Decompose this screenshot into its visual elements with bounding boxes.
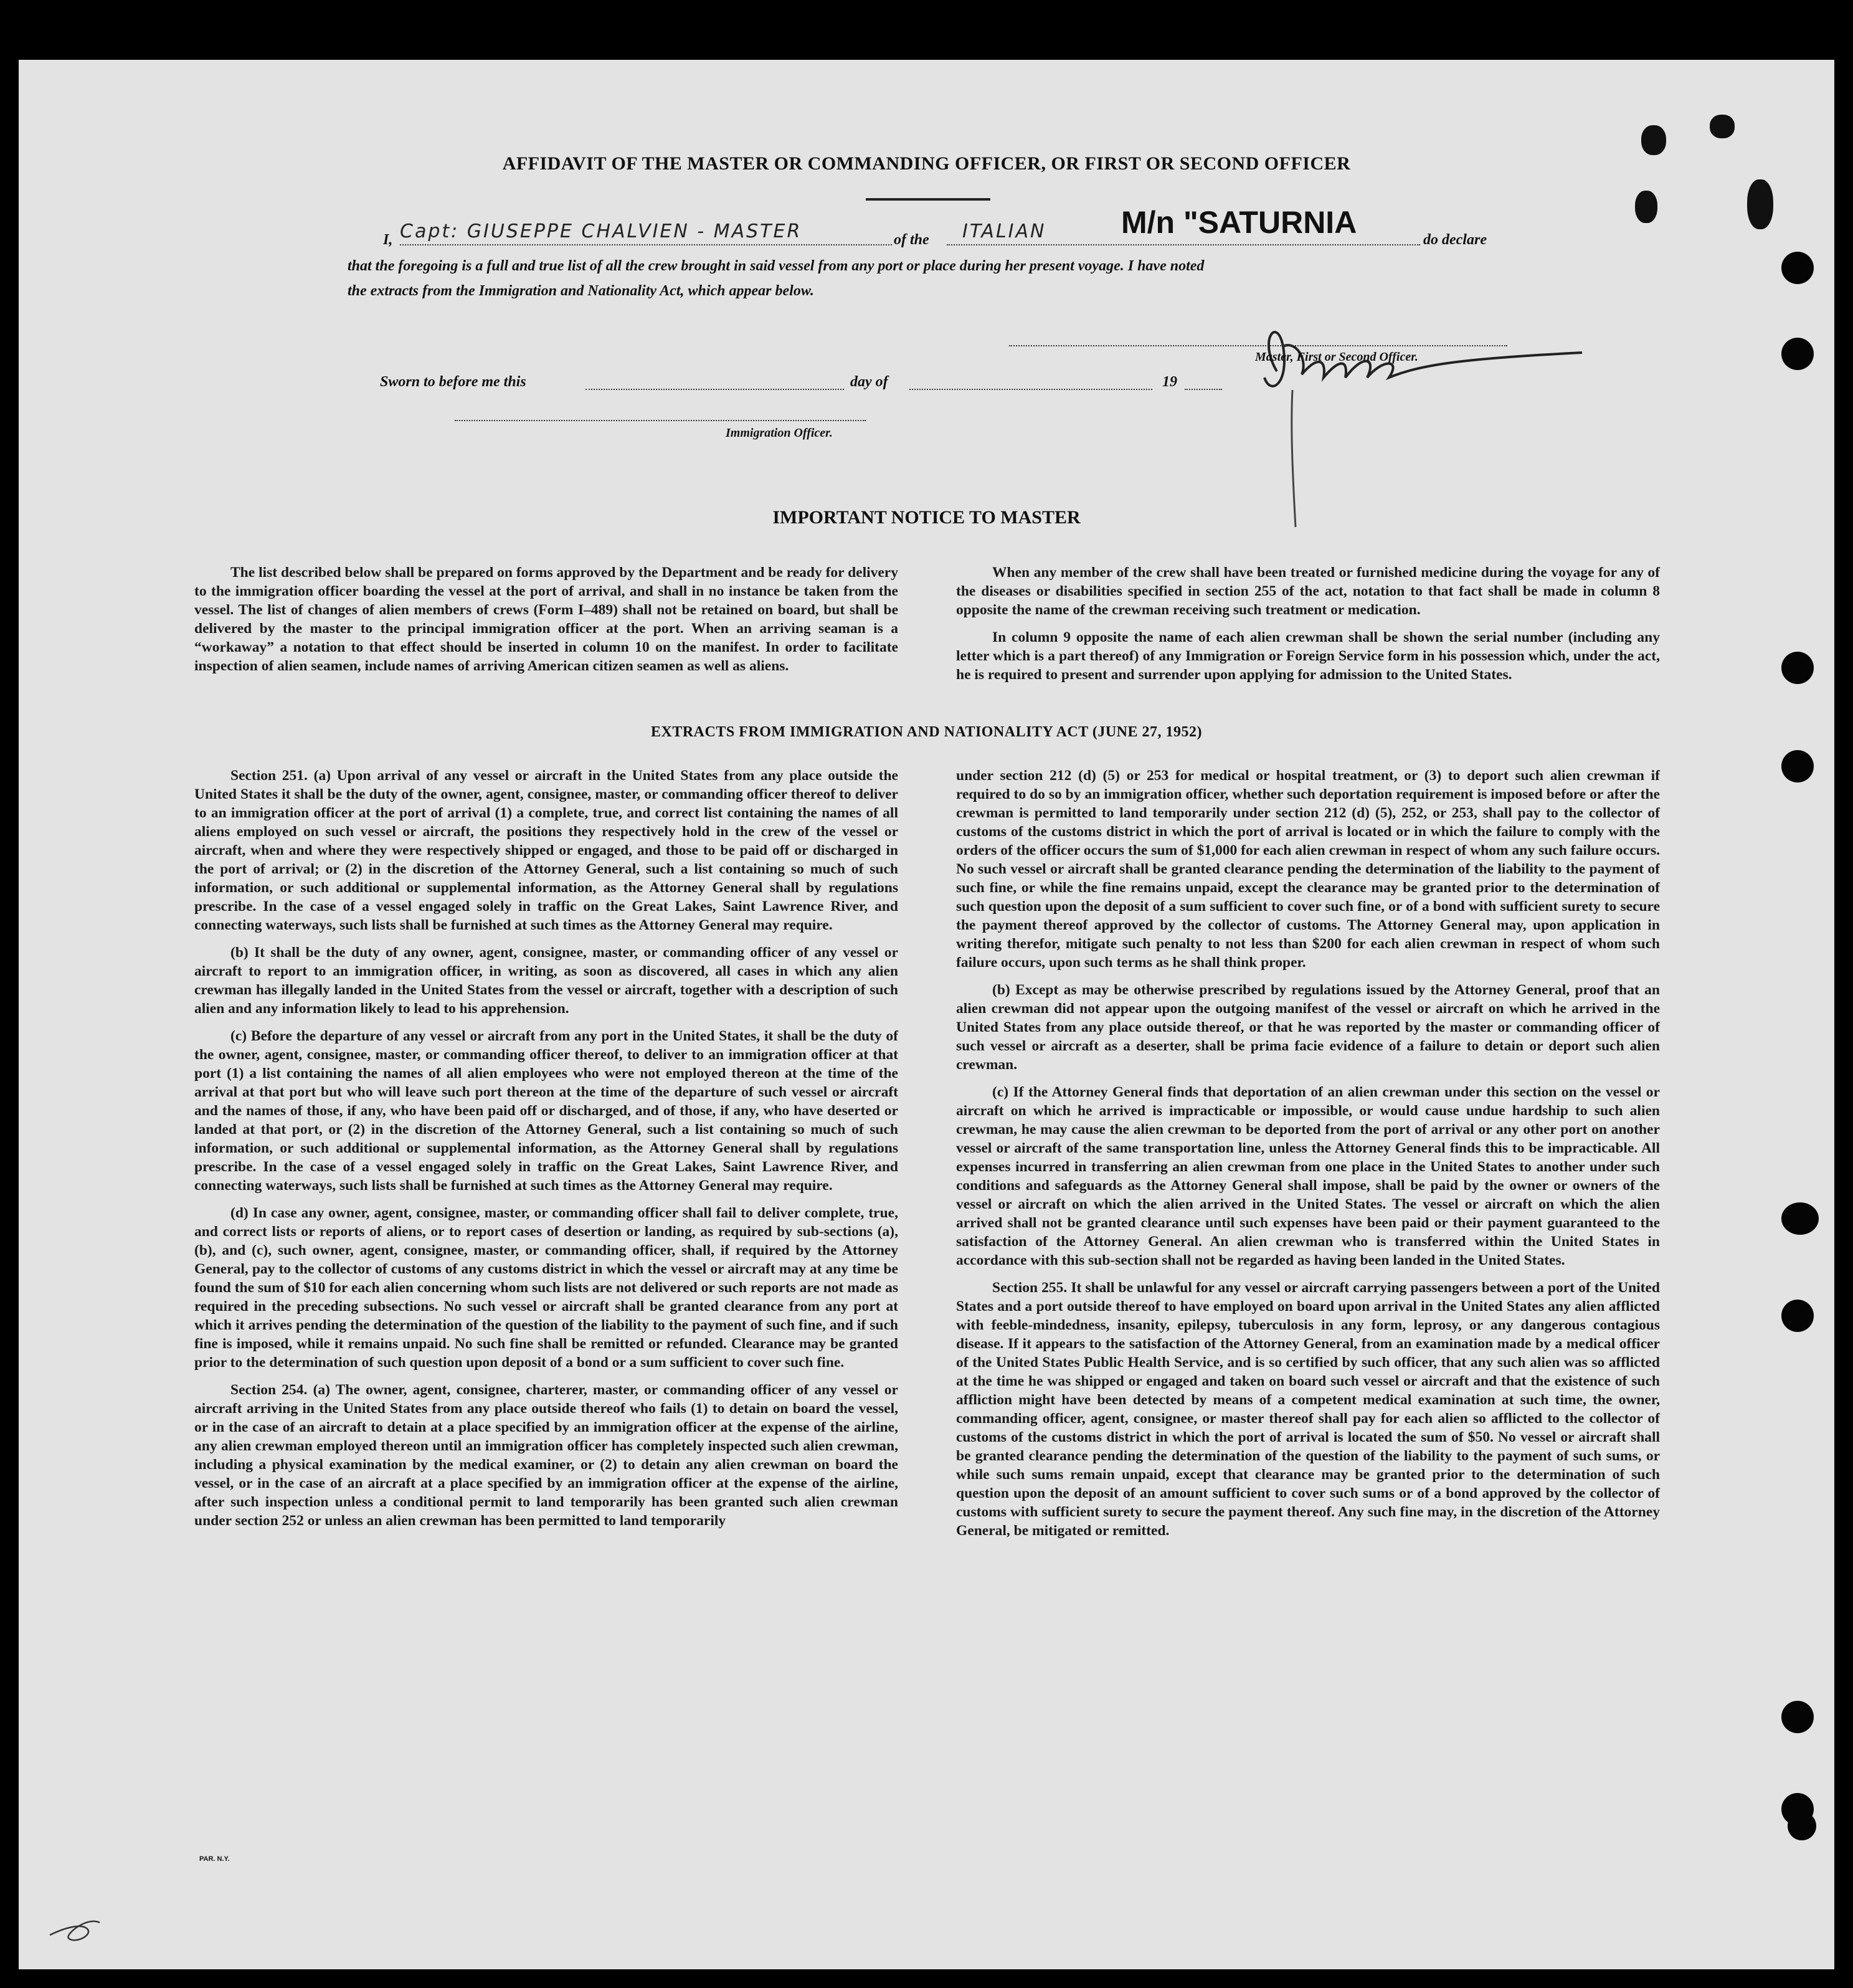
printer-mark: PAR. N.Y. <box>199 1855 230 1863</box>
month-field <box>909 381 1152 390</box>
year-field <box>1185 381 1222 390</box>
binder-hole <box>1781 1300 1814 1332</box>
extracts-left-column <box>194 766 898 1539</box>
officer-signature-line <box>455 419 866 421</box>
ink-stain <box>1747 179 1773 229</box>
statute-paragraph: (d) In case any owner, agent, consignee, master, or commanding officer shall fail to deliver complete, true, and correct lists or reports of aliens, or to report cases of desertion or landing, as required by sub-sections (a), (b), and (c), such owner, agent, consignee, master, or commanding officer, shall, if required by the Attorney General, pay to the collector of customs of any customs district in which the vessel or aircraft may at any time be found the sum of $10 for each alien concerning whom such lists are not delivered or such reports are not made as required in the preceding subsections. No such vessel or aircraft shall be granted clearance from any port at which it arrives pending the determination of the question of the liability to the payment of such fine, and if such fine is imposed, while it remains unpaid. No such fine shall be remitted or refunded. Clearance may be granted prior to the determination of such question upon deposit of a bond or a sum sufficient to cover such fine. <box>194 1205 898 1371</box>
year-prefix: 19 <box>1162 374 1177 390</box>
extracts-right-column <box>956 766 1660 1549</box>
declaration-prefix: I, <box>383 232 393 248</box>
statute-paragraph: (c) If the Attorney General finds that deportation of an alien crewman under this section on the vessel or aircraft on which he arrived is impracticable or impossible, or would cause undue hardship to such alien crewman, he may cause the alien crewman to be deported from the port of arrival or any other port on another vessel or aircraft of the same transportation line, unless the Attorney General finds this to be impracticable. All expenses incurred in transferring an alien crewman from one place in the United States to another under such conditions and safeguards as the Attorney General shall impose, shall be paid by the owner or owners of the vessel or aircraft on which the alien arrived in the United States. The vessel or aircraft on which the alien arrived shall not be granted clearance until such expenses have been paid or their payment guaranteed to the satisfaction of the Attorney General. An alien crewman who is transferred within the United States in accordance with this sub-section shall not be regarded as having been landed in the United States. <box>956 1084 1660 1268</box>
ink-stain <box>1710 115 1735 138</box>
statute-paragraph: Section 251. (a) Upon arrival of any vessel or aircraft in the United States from any place outside the United States it shall be the duty of the owner, agent, consignee, master, or commanding officer thereof to deliver to an immigration officer at the port of arrival (1) a complete, true, and correct list containing the names of all aliens employed on such vessel or aircraft, the positions they respectively hold in the crew of the vessel or aircraft, when and where they were respectively shipped or engaged, and those to be paid off or discharged in the port of arrival; or (2) in the discretion of the Attorney General, such a list containing so much of such information, or such additional or supplemental information, as the Attorney General shall by regulations prescribe. In the case of a vessel engaged solely in traffic on the Great Lakes, Saint Lawrence River, and connecting waterways, such lists shall be furnished at such times as the Attorney General may require. <box>194 768 898 933</box>
statute-paragraph: under section 212 (d) (5) or 253 for medical or hospital treatment, or (3) to deport such alien crewman if required to do so by an immigration officer, whether such deportation requirement is imposed before or after the crewman is permitted to land temporarily under section 212 (d) (5), 252, or 253, shall pay to the collector of customs of the customs district in which the port of arrival is located or in which the failure to comply with the orders of the officer occurs the sum of $1,000 for each alien crewman in respect of whom any such failure occurs. No such vessel or aircraft shall be granted clearance pending the determination of the liability to the payment of such fine, or while the fine remains unpaid, except the clearance may be granted prior to the determination of such question upon the deposit of a sum sufficient to cover such fine, or of a bond with sufficient surety to secure the payment thereof approved by the collector of customs. The Attorney General may, upon application in writing therefor, mitigate such penalty to not less than $200 for each alien crewman in respect of whom such failure occurs, upon such terms as he shall think proper. <box>956 768 1660 971</box>
statute-paragraph: Section 255. It shall be unlawful for any vessel or aircraft carrying passengers between a port of the United States and a port outside thereof to have employed on board upon arrival in the United States any alien afflicted with feeble-mindedness, insanity, epilepsy, tuberculosis in any form, leprosy, or any dangerous contagious disease. If it appears to the satisfaction of the Attorney General, from an examination made by a medical officer of the United States Public Health Service, and is so certified by such officer, that any such alien was so afflicted at the time he was shipped or engaged and taken on board such vessel or aircraft and that the existence of such affliction might have been detected by means of a competent medical examination at such time, the owner, commanding officer, agent, consignee, or master thereof shall pay for each alien so afflicted to the collector of customs of the customs district in which the port of arrival is located the sum of $50. No vessel or aircraft shall be granted clearance pending the determination of the question of the liability to the payment of such sums, or while such sums remain unpaid, except that clearance may be granted prior to the determination of such question upon the deposit of an amount sufficient to cover such sums or of a bond approved by the collector of customs with sufficient surety to secure the payment thereof. Any such fine may, in the discretion of the Attorney General, be mitigated or remitted. <box>956 1280 1660 1539</box>
binder-hole <box>1781 652 1814 684</box>
officer-caption: Immigration Officer. <box>726 426 833 440</box>
ink-stain <box>1641 125 1666 155</box>
notice-paragraph: In column 9 opposite the name of each alien crewman shall be shown the serial number (including any letter which is a part thereof) of any Immigration or Foreign Service form in his possession which, under the act, he is required to present and surrender upon applying for admission to the United States. <box>956 629 1660 683</box>
statute-paragraph: Section 254. (a) The owner, agent, consignee, charterer, master, or commanding officer of any vessel or aircraft arriving in the United States from any place outside thereof who fails (1) to detain on board the vessel, or in the case of an aircraft to detain at a place specified by an immigration officer at the expense of the airline, any alien crewman employed thereon until an immigration officer has completely inspected such alien crewman, including a physical examination by the medical examiner, or (2) to detain any alien crewman on board the vessel, or in the case of an aircraft at a place specified by an immigration officer at the expense of the airline, after such inspection unless a conditional permit to land temporarily has been granted such alien crewman under section 252 or unless an alien crewman has been permitted to land temporarily <box>194 1382 898 1529</box>
vessel-name-stamp: M/n "SATURNIA <box>1121 205 1357 240</box>
signature-line <box>1009 344 1507 346</box>
document-page <box>19 60 1834 1969</box>
handwritten-nationality: ITALIAN <box>962 221 1046 242</box>
signature-caption: Master, First or Second Officer. <box>1255 350 1418 364</box>
binder-hole <box>1781 252 1814 284</box>
binder-hole <box>1781 750 1814 782</box>
notice-paragraph: When any member of the crew shall have been treated or furnished medicine during the voyage for any of the diseases or disabilities specified in section 255 of the act, notation to that fact shall be made in column 8 opposite the name of the crewman receiving such treatment or medication. <box>956 564 1660 618</box>
handwritten-name: Capt: GIUSEPPE CHALVIEN - MASTER <box>400 221 802 242</box>
ink-stain <box>1635 191 1657 223</box>
affidavit-title: AFFIDAVIT OF THE MASTER OR COMMANDING OFFICER, OR FIRST OR SECOND OFFICER <box>502 153 1351 174</box>
declaration-line-2: that the foregoing is a full and true list of all the crew brought in said vessel from any port or place during her present voyage. I have noted <box>348 258 1205 274</box>
sworn-label: Sworn to before me this <box>380 374 526 390</box>
title-divider <box>866 198 990 201</box>
name-field <box>400 221 892 245</box>
extracts-title: EXTRACTS FROM IMMIGRATION AND NATIONALITY ACT (JUNE 27, 1952) <box>651 724 1202 740</box>
binder-hole <box>1781 338 1814 370</box>
statute-paragraph: (b) It shall be the duty of any owner, agent, consignee, master, or commanding officer of any vessel or aircraft to report to an immigration officer, in writing, as soon as discovered, all cases in which any alien crewman has illegally landed in the United States from the vessel or aircraft, together with a description of such alien and any information likely to lead to his apprehension. <box>194 944 898 1017</box>
do-declare-label: do declare <box>1423 232 1487 248</box>
sworn-date-field <box>585 381 844 390</box>
statute-paragraph: (c) Before the departure of any vessel or aircraft from any port in the United States, it shall be the duty of the owner, agent, consignee, master, or commanding officer thereof, to deliver to an immigration officer at that port (1) a list containing the names of all alien employees who were not employed thereon at the time of the arrival at that port but who will leave such port thereon at the time of the departure of such vessel or aircraft and the names of those, if any, who have been paid off or discharged, and of those, if any, who have deserted or landed at that port, or (2) in the discretion of the Attorney General, such a list containing so much of such information, or such additional or supplemental information, as the Attorney General shall by regulations prescribe. In the case of a vessel engaged solely in traffic on the Great Lakes, Saint Lawrence River, and connecting waterways, such lists shall be furnished at such times as the Attorney General may require. <box>194 1028 898 1194</box>
notice-right-column <box>956 563 1660 693</box>
statute-paragraph: (b) Except as may be otherwise prescribed by regulations issued by the Attorney General, proof that an alien crewman did not appear upon the outgoing manifest of the vessel or aircraft on which he arrived in the United States from any place outside thereof, or that he was reported by the master or commanding officer of such vessel or aircraft as a deserter, shall be prima facie evidence of a failure to detain or deport such alien crewman. <box>956 982 1660 1073</box>
master-signature <box>1233 265 1619 577</box>
binder-hole <box>1781 1701 1814 1733</box>
declaration-line-3: the extracts from the Immigration and Nationality Act, which appear below. <box>348 283 814 299</box>
notice-paragraph: The list described below shall be prepared on forms approved by the Department and be ready for delivery to the immigration officer boarding the vessel at the port of arrival, and shall in no instance be taken from the vessel. The list of changes of alien members of crews (Form I–489) shall not be retained on board, but shall be delivered by the master to the principal immigration officer at the port. When an arriving seaman is a “workaway” a notation to that effect should be inserted in column 10 on the manifest. In order to facilitate inspection of alien seamen, include names of arriving American citizen seamen as well as aliens. <box>194 564 898 674</box>
notice-title: IMPORTANT NOTICE TO MASTER <box>772 507 1081 528</box>
pencil-mark <box>44 1910 112 1954</box>
of-the-label: of the <box>894 232 929 248</box>
day-of-label: day of <box>850 374 888 390</box>
binder-hole <box>1788 1812 1816 1840</box>
binder-hole <box>1781 1202 1819 1235</box>
notice-left-column <box>194 563 898 684</box>
